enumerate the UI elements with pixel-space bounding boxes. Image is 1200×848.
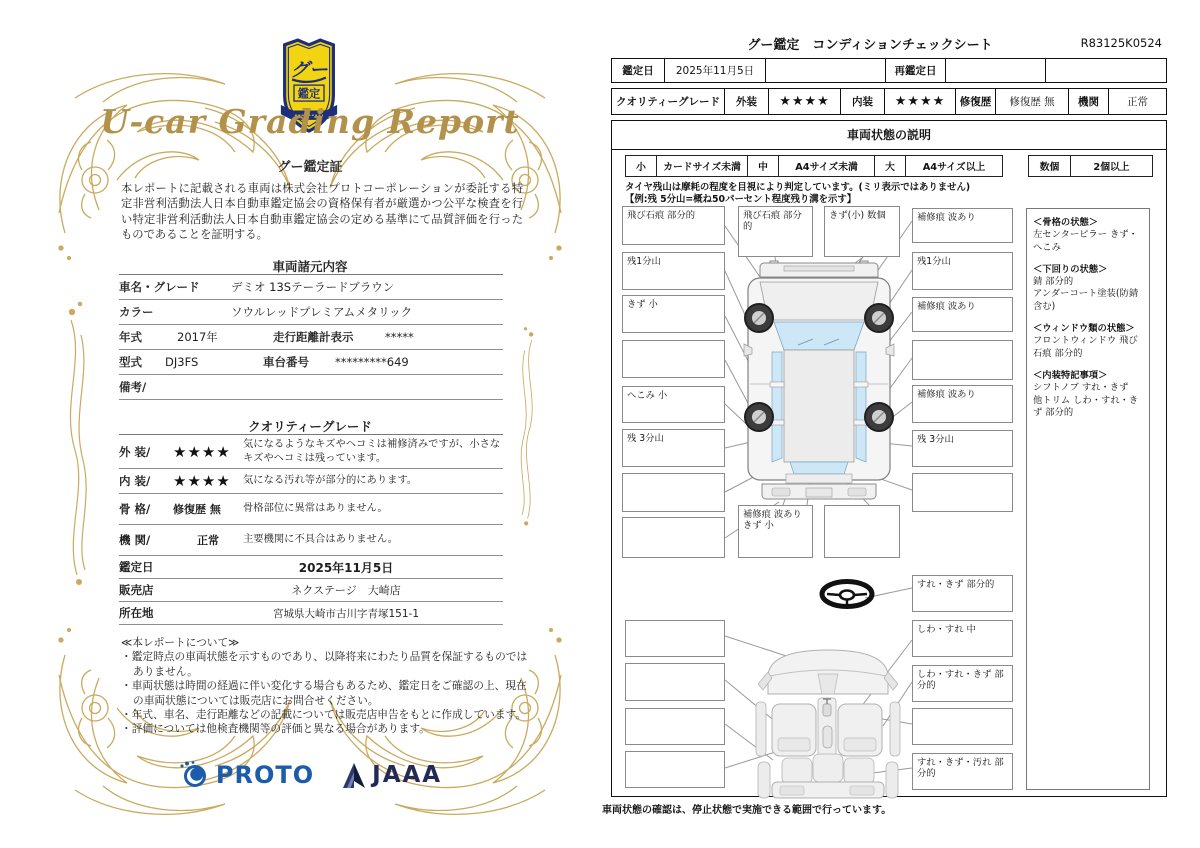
tire-note-1: タイヤ残山は摩耗の程度を目視により判定しています。(ミリ表示ではありません) — [625, 182, 971, 193]
summary-line: 錆 部分的 — [1033, 276, 1074, 288]
meta-value: 2025年11月5日 — [298, 560, 394, 575]
table-row — [119, 579, 503, 602]
grade-desc: 気になる汚れ等が部分的にあります。 — [243, 474, 418, 487]
spec-value: ***** — [385, 330, 414, 344]
report-notes — [121, 636, 533, 737]
proto-logo — [178, 760, 314, 790]
summary-line: 左センターピラー きず・へこみ — [1033, 229, 1138, 253]
inspection-date-value: 2025年11月5日 — [665, 59, 766, 82]
cell-label: クオリティーグレード — [612, 89, 725, 114]
badge-text-goo: グー — [290, 59, 328, 81]
meta-label: 鑑定日 — [119, 560, 154, 574]
sheet-footer-note: 車両状態の確認は、停止状態で実施できる範囲で行っています。 — [602, 805, 892, 816]
certificate-intro-text: 本レポートに記載される車両は株式会社プロトコーポレーションが委託する特定非営利活動法人日本自動車鑑定協会の資格保有者が厳選かつ公平な検査を行い特定非営利活動法人日本自動車鑑定協会の定める基準にて品質評価を行ったものであることを証明する。 — [121, 182, 523, 242]
spec-value: 2017年 — [177, 330, 218, 344]
jaaa-logo — [340, 760, 442, 790]
summary-line: 他トリム しわ・すれ・きず 部分的 — [1033, 394, 1139, 418]
table-row — [119, 556, 503, 579]
damage-label-box — [824, 505, 900, 558]
damage-label-box: きず(小) 数個 — [824, 206, 900, 257]
legend-key: 小 — [625, 155, 657, 177]
damage-label-box: 残 3分山 — [912, 430, 1013, 467]
tire-note-2: 【例:残 5分山=概ね50パーセント程度残り溝を示す】 — [625, 194, 857, 205]
note-item: ・車両状態は時間の経過に伴い変化する場合もあるため、鑑定日をご確認の上、現在の車両状態については販売店にお問合せください。 — [121, 679, 527, 707]
damage-label-box: すれ・きず 部分的 — [912, 575, 1013, 612]
meta-label: 販売店 — [119, 583, 154, 597]
proto-logo-icon — [178, 760, 210, 790]
grade-value: 修復歴 無 — [173, 503, 221, 516]
table-row — [119, 375, 503, 400]
repair-history-value: 修復歴 無 — [996, 89, 1069, 114]
legend-value: A4サイズ以上 — [905, 155, 1003, 177]
spec-label: 車名・グレード — [119, 280, 200, 294]
grade-section-title: クオリティーグレード — [248, 419, 372, 434]
steering-wheel-icon — [817, 578, 877, 612]
damage-label-box: へこみ 小 — [622, 386, 725, 423]
damage-label-box: 補修痕 波あり — [912, 297, 1013, 332]
specs-table — [119, 274, 503, 400]
table-row — [119, 494, 503, 525]
spec-value: *********649 — [335, 355, 409, 369]
spec-label: 備考/ — [119, 380, 147, 394]
damage-label-box — [912, 473, 1013, 512]
damage-label-box: 残1分山 — [622, 252, 725, 290]
star-rating: ★★★★ — [173, 472, 231, 490]
meta-value: 宮城県大崎市古川字青塚151-1 — [272, 607, 419, 620]
summary-line: フロントウィンドウ 飛び石痕 部分的 — [1033, 335, 1138, 359]
damage-label-box: 飛び石痕 部分的 — [738, 206, 813, 257]
summary-line: アンダーコート塗装(防錆含む) — [1033, 288, 1139, 312]
legend-value: 2個以上 — [1070, 155, 1153, 177]
spec-label: 年式 — [119, 330, 142, 344]
legend-value: A4サイズ未満 — [778, 155, 875, 177]
cell-label: 機関 — [1069, 89, 1109, 114]
mechanical-value: 正常 — [1127, 96, 1148, 108]
cell-label: 外装 — [725, 89, 769, 114]
meta-value: ネクステージ 大崎店 — [291, 584, 401, 597]
grade-desc: 骨格部位に異常はありません。 — [243, 502, 388, 515]
jaaa-logo-icon — [340, 760, 366, 790]
damage-label-box — [912, 340, 1013, 380]
cell-label: 内装 — [841, 89, 885, 114]
meta-label: 所在地 — [119, 606, 154, 620]
damage-label-box: しわ・すれ・きず 部分的 — [912, 665, 1013, 702]
badge-text-kantei: 鑑定 — [297, 87, 321, 101]
cell-label: 修復歴 — [956, 89, 996, 114]
damage-label-box: 飛び石痕 部分的 — [622, 206, 725, 245]
grade-label: 内 装/ — [119, 474, 151, 488]
grade-label: 外 装/ — [119, 444, 151, 459]
spec-label: 走行距離計表示 — [273, 330, 354, 344]
damage-label-box — [625, 708, 725, 745]
grade-label: 骨 格/ — [119, 502, 151, 516]
report-title: U-car Grading Report — [100, 102, 520, 141]
table-row — [119, 350, 503, 375]
specs-section-title: 車両諸元内容 — [272, 259, 348, 274]
damage-label-box — [622, 517, 725, 558]
grade-desc: 主要機関に不具合はありません。 — [243, 533, 399, 546]
proto-logo-text: PROTO — [215, 761, 315, 789]
summary-heading: ＜内装特記事項＞ — [1033, 369, 1108, 381]
condition-summary-panel — [1026, 208, 1150, 790]
inspection-date-row — [611, 58, 1167, 83]
cell-empty — [766, 59, 886, 82]
damage-label-box: しわ・すれ 中 — [912, 620, 1013, 657]
notes-title: ≪本レポートについて≫ — [121, 636, 240, 649]
spec-label: 車台番号 — [263, 355, 309, 369]
damage-label-box: 補修痕 波あり — [912, 208, 1013, 243]
grade-desc: 気になるようなキズやヘコミは補修済みですが、小さなキズやヘコミは残っています。 — [243, 438, 501, 464]
damage-label-box — [622, 473, 725, 512]
legend-value: カードサイズ未満 — [656, 155, 748, 177]
car-topview-diagram — [740, 258, 898, 502]
legend-key: 中 — [747, 155, 779, 177]
table-row — [119, 435, 503, 469]
spec-label: カラー — [119, 305, 154, 319]
cell-label: 鑑定日 — [612, 59, 665, 82]
grade-label: 機 関/ — [119, 533, 151, 547]
table-row — [119, 525, 503, 556]
grade-table — [119, 434, 503, 625]
damage-label-box — [625, 751, 725, 788]
spec-value: デミオ 13Sテーラードブラウン — [231, 280, 395, 294]
car-interior-diagram — [750, 642, 906, 802]
legend-key: 数個 — [1028, 155, 1071, 177]
legend-key: 大 — [874, 155, 906, 177]
summary-line: シフトノブ すれ・きず — [1033, 382, 1129, 394]
spec-value: DJ3FS — [165, 355, 199, 369]
grading-report-page — [55, 30, 565, 842]
exterior-stars: ★★★★ — [769, 89, 841, 114]
jaaa-logo-text: JAAA — [372, 762, 443, 788]
sheet-title: グー鑑定 コンディションチェックシート — [747, 38, 993, 53]
damage-label-box — [912, 708, 1013, 745]
serial-number: R83125K0524 — [1080, 36, 1162, 50]
condition-check-sheet — [600, 30, 1170, 842]
certificate-label: グー鑑定証 — [277, 160, 343, 175]
table-row — [119, 602, 503, 625]
note-item: ・鑑定時点の車両状態を示すものであり、以降将来にわたり品質を保証するものではありません。 — [121, 650, 528, 678]
table-row — [119, 325, 503, 350]
star-rating: ★★★★ — [173, 442, 231, 461]
damage-label-box — [625, 663, 725, 701]
reinspection-date-value — [946, 59, 1046, 82]
damage-label-box — [625, 620, 725, 657]
damage-label-box: すれ・きず・汚れ 部分的 — [912, 753, 1013, 790]
damage-label-box — [622, 340, 725, 378]
note-item: ・評価については他検査機関等の評価と異なる場合があります。 — [121, 722, 430, 736]
spec-value: ソウルレッドプレミアムメタリック — [231, 305, 413, 319]
damage-label-line: きず 小 — [743, 520, 774, 531]
table-row — [119, 275, 503, 300]
summary-heading: ＜下回りの状態＞ — [1033, 263, 1108, 275]
summary-heading: ＜骨格の状態＞ — [1033, 217, 1099, 228]
interior-stars: ★★★★ — [885, 89, 956, 114]
damage-label-box: 残 3分山 — [622, 429, 725, 467]
quality-grade-row — [611, 88, 1167, 115]
damage-label-box: きず 小 — [622, 295, 725, 333]
damage-label-line: 補修痕 波あり — [743, 509, 802, 520]
table-row — [119, 300, 503, 325]
grade-value: 正常 — [197, 534, 219, 547]
cell-empty — [1046, 59, 1166, 82]
summary-heading: ＜ウィンドウ類の状態＞ — [1033, 323, 1135, 335]
damage-label-box: 補修痕 波あり — [912, 385, 1013, 423]
cell-label: 再鑑定日 — [886, 59, 946, 82]
spec-label: 型式 — [119, 355, 142, 369]
note-item: ・年式、車名、走行距離などの記載については販売店申告をもとに作成しています。 — [121, 708, 527, 722]
damage-label-box — [738, 505, 813, 558]
damage-label-box: 残1分山 — [912, 252, 1013, 290]
condition-box-title: 車両状態の説明 — [611, 120, 1167, 150]
logo-row — [55, 760, 565, 790]
table-row — [119, 469, 503, 494]
